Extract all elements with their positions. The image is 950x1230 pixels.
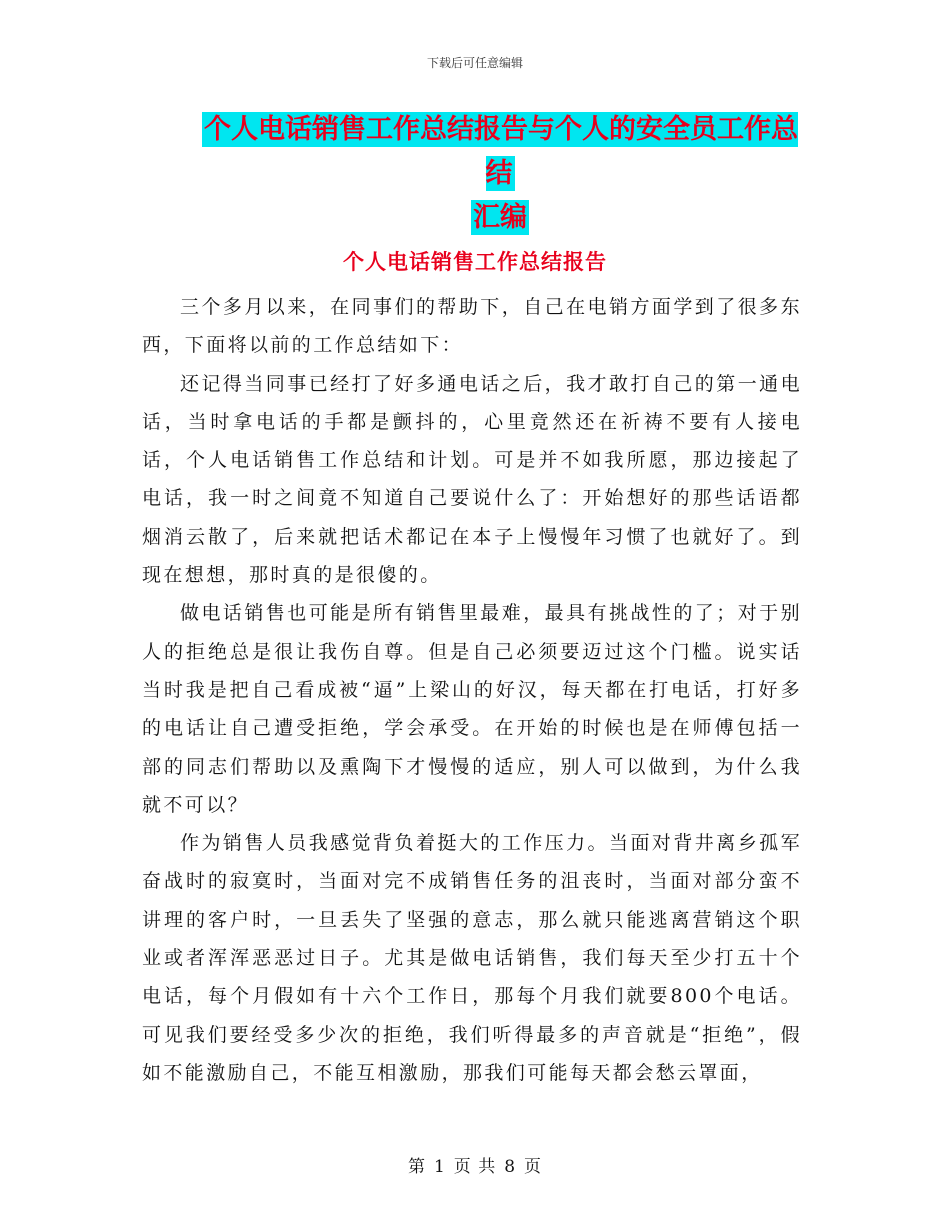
footer-suffix: 页 <box>524 1157 543 1177</box>
footer-prefix: 第 <box>407 1157 426 1177</box>
header-note: 下载后可任意编辑 <box>426 56 523 70</box>
paragraph-2: 还记得当同事已经打了好多通电话之后，我才敢打自己的第一通电话，当时拿电话的手都是颤抖的，心里竟然还在祈祷不要有人接电话，个人电话销售工作总结和计划。可是并不如我所愿，那边接起了电话，我一时之间竟不知道自己要说什么了：开始想好的那些话语都烟消云散了，后来就把话术都记在本子上慢慢年习惯了也就好了。到现在想想，那时真的是很傻的。 <box>142 372 802 587</box>
paragraph-4: 作为销售人员我感觉背负着挺大的工作压力。当面对背井离乡孤军奋战时的寂寞时，当面对完不成销售任务的沮丧时，当面对部分蛮不讲理的客户时，一旦丢失了坚强的意志，那么就只能逃离营销这个职业或者浑浑恶恶过日子。尤其是做电话销售，我们每天至少打五十个电话，每个月假如有十六个工作日，那每个月我们就要800个电话。可见我们要经受多少次的拒绝，我们听得最多的声音就是“拒绝”，假如不能激励自己，不能互相激励，那我们可能每天都会愁云罩面， <box>142 832 802 1084</box>
document-title-line2: 汇编 <box>473 202 527 233</box>
body-text <box>142 288 802 1092</box>
page-footer <box>0 1152 950 1177</box>
paragraph-3: 做电话销售也可能是所有销售里最难，最具有挑战性的了；对于别人的拒绝总是很让我伤自尊。但是自己必须要迈过这个门槛。说实话当时我是把自己看成被“逼”上梁山的好汉，每天都在打电话，打好多的电话让自己遭受拒绝，学会承受。在开始的时候也是在师傅包括一部的同志们帮助以及熏陶下才慢慢的适应，别人可以做到，为什么我就不可以？ <box>142 602 802 816</box>
footer-total-pages: 8 <box>504 1157 517 1177</box>
paragraph-1: 三个多月以来，在同事们的帮助下，自己在电销方面学到了很多东西，下面将以前的工作总结如下： <box>142 296 802 357</box>
document-title-line1: 个人电话销售工作总结报告与个人的安全员工作总结 <box>204 114 798 189</box>
footer-middle: 页 共 <box>453 1157 497 1177</box>
section-title: 个人电话销售工作总结报告 <box>343 250 607 274</box>
document-title <box>190 108 810 240</box>
footer-page-number: 1 <box>433 1157 446 1177</box>
